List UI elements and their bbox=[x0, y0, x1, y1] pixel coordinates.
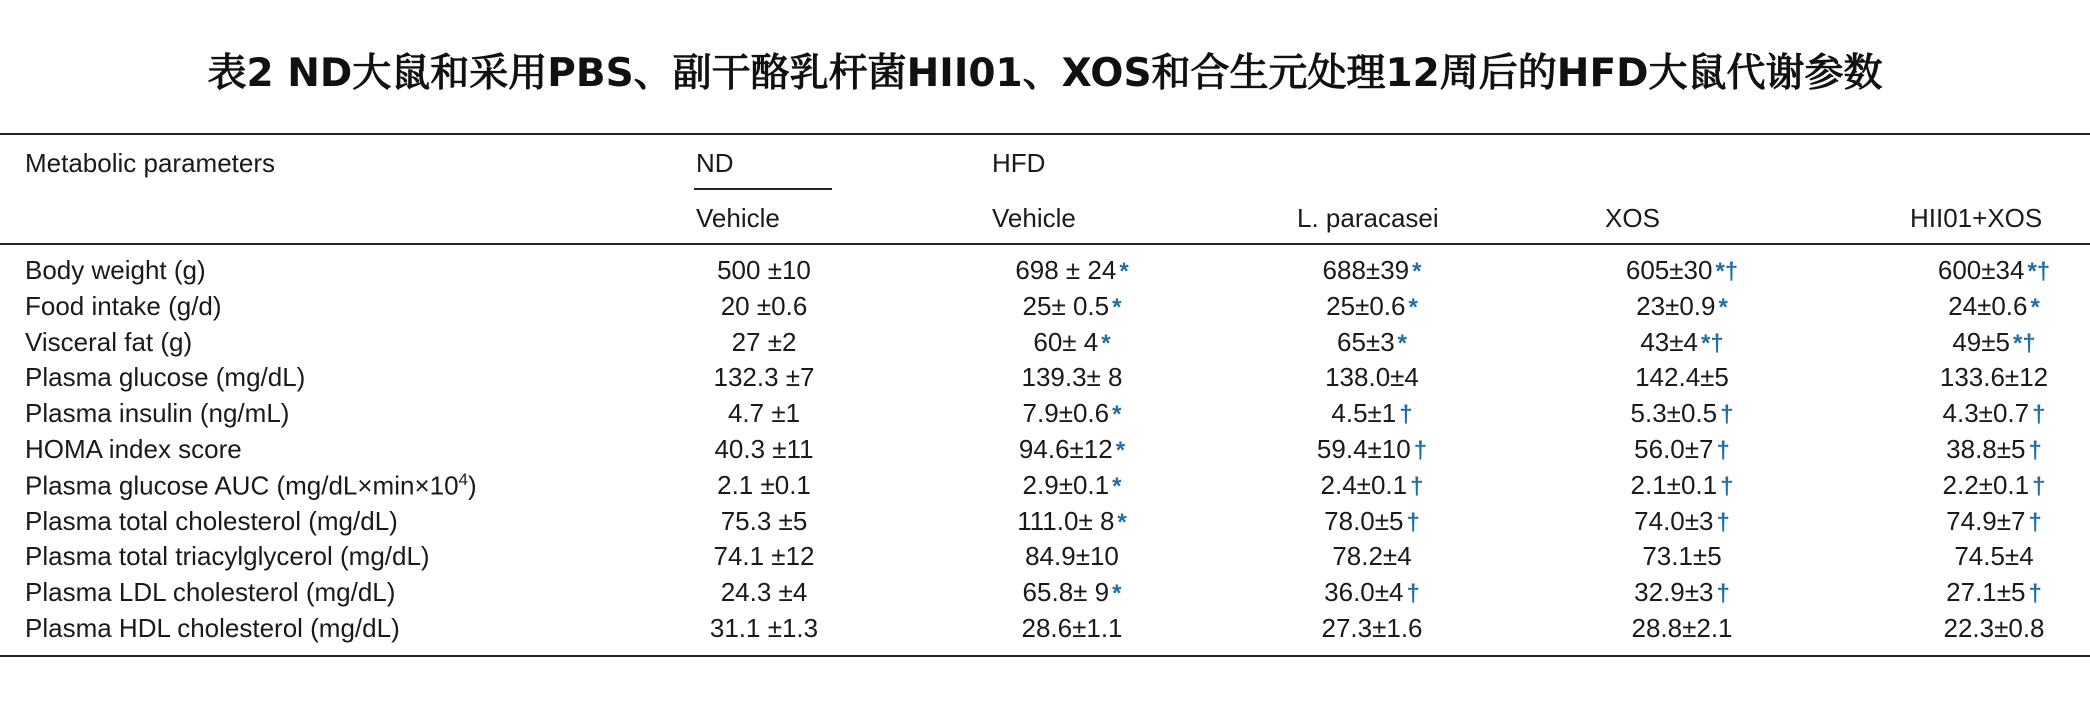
table-cell: 78.2±4 bbox=[1332, 541, 1412, 572]
table-header-rule bbox=[0, 243, 2090, 245]
table-cell: 605±30 *† bbox=[1625, 255, 1739, 285]
significance-marker: † bbox=[1716, 580, 1730, 608]
table-cell: 49±5 *† bbox=[1952, 326, 2036, 357]
table-cell: 32.9±3 † bbox=[1634, 577, 1730, 608]
table-cell: 500 ±10 bbox=[717, 255, 811, 285]
significance-marker: † bbox=[1410, 472, 1424, 500]
table-title: 表2 ND大鼠和采用PBS、副干酪乳杆菌HII01、XOS和合生元处理12周后的HFD大鼠代谢参数 bbox=[207, 51, 1883, 96]
row-label: Visceral fat (g) bbox=[25, 326, 193, 357]
table-row bbox=[0, 362, 2090, 398]
table-cell: 60± 4 * bbox=[1033, 326, 1111, 357]
significance-marker: † bbox=[1716, 508, 1730, 536]
row-label: Plasma glucose (mg/dL) bbox=[25, 362, 306, 393]
significance-marker: † bbox=[2028, 437, 2042, 464]
table-cell: 74.1 ±12 bbox=[713, 541, 815, 572]
table-cell: 600±34 *† bbox=[1937, 255, 2051, 285]
table-cell: 28.8±2.1 bbox=[1631, 613, 1733, 643]
table-cell: 27.3±1.6 bbox=[1321, 613, 1423, 643]
table-cell: 73.1±5 bbox=[1642, 541, 1722, 572]
table-cell: 138.0±4 bbox=[1325, 362, 1419, 393]
significance-marker: *† bbox=[2012, 329, 2036, 357]
table-row bbox=[0, 398, 2090, 434]
significance-marker: * bbox=[1112, 472, 1122, 500]
significance-marker: * bbox=[1397, 329, 1407, 357]
table-row bbox=[0, 470, 2090, 506]
table-cell: 38.8±5 † bbox=[1946, 434, 2042, 464]
significance-marker: † bbox=[1720, 401, 1734, 429]
table-cell: 56.0±7 † bbox=[1634, 434, 1730, 464]
significance-marker: † bbox=[1720, 472, 1734, 500]
table-row bbox=[0, 327, 2090, 363]
table-cell: 75.3 ±5 bbox=[720, 505, 808, 536]
header-col-hii01-xos: HII01+XOS bbox=[1910, 203, 2043, 233]
table-cell: 4.5±1 † bbox=[1331, 398, 1413, 429]
significance-marker: * bbox=[1112, 293, 1122, 321]
significance-marker: * bbox=[1408, 293, 1418, 321]
table-cell: 2.2±0.1 † bbox=[1942, 469, 2046, 500]
significance-marker: *† bbox=[1700, 329, 1724, 357]
table-cell: 20 ±0.6 bbox=[720, 290, 808, 321]
table-cell: 74.5±4 bbox=[1954, 541, 2034, 572]
significance-marker: † bbox=[1399, 401, 1413, 429]
significance-marker: † bbox=[1406, 580, 1420, 608]
significance-marker: * bbox=[1718, 293, 1728, 321]
table-cell: 59.4±10 † bbox=[1316, 434, 1428, 464]
table-cell: 27 ±2 bbox=[731, 326, 797, 357]
header-metabolic-parameters: Metabolic parameters bbox=[25, 148, 275, 178]
row-label: Plasma total cholesterol (mg/dL) bbox=[25, 505, 398, 536]
table-cell: 31.1 ±1.3 bbox=[709, 613, 819, 643]
nd-group-underline bbox=[694, 188, 832, 190]
significance-marker: † bbox=[1406, 508, 1420, 536]
table-cell: 4.3±0.7 † bbox=[1942, 398, 2046, 429]
header-col-hfd-vehicle: Vehicle bbox=[992, 203, 1076, 233]
table-cell: 74.9±7 † bbox=[1946, 505, 2042, 536]
table-cell: 111.0± 8 * bbox=[1017, 505, 1127, 536]
significance-marker: † bbox=[2032, 401, 2046, 429]
significance-marker: * bbox=[1112, 401, 1122, 429]
table-bottom-rule bbox=[0, 655, 2090, 657]
table-cell: 36.0±4 † bbox=[1324, 577, 1420, 608]
significance-marker: † bbox=[2032, 472, 2046, 500]
table-cell: 24±0.6 * bbox=[1948, 290, 2040, 321]
row-label: Food intake (g/d) bbox=[25, 290, 222, 321]
table-cell: 688±39 * bbox=[1322, 255, 1422, 285]
table-cell: 2.4±0.1 † bbox=[1320, 469, 1424, 500]
row-label: Plasma LDL cholesterol (mg/dL) bbox=[25, 577, 396, 608]
table-row bbox=[0, 613, 2090, 649]
header-group-nd: ND bbox=[696, 148, 734, 178]
table-row bbox=[0, 541, 2090, 577]
row-label: HOMA index score bbox=[25, 434, 242, 464]
significance-marker: *† bbox=[2027, 258, 2051, 285]
significance-marker: † bbox=[1413, 437, 1428, 464]
row-label: Plasma glucose AUC $(mg/dL\times\min\times 10^4)$ bbox=[25, 469, 477, 501]
significance-marker: * bbox=[1101, 329, 1111, 357]
significance-marker: * bbox=[1115, 437, 1126, 464]
header-col-xos: XOS bbox=[1605, 203, 1660, 233]
significance-marker: * bbox=[2030, 293, 2040, 321]
table-cell: 23±0.9 * bbox=[1636, 290, 1728, 321]
significance-marker: * bbox=[1412, 258, 1422, 285]
table-cell: 142.4±5 bbox=[1635, 362, 1729, 393]
significance-marker: † bbox=[2028, 508, 2042, 536]
header-col-l-paracasei: L. paracasei bbox=[1297, 203, 1439, 233]
table-cell: 65.8± 9 * bbox=[1022, 577, 1122, 608]
table-cell: 27.1±5 † bbox=[1946, 577, 2042, 608]
table-cell: 698 ± 24 * bbox=[1015, 255, 1129, 285]
table-cell: 84.9±10 bbox=[1025, 541, 1119, 572]
table-cell: 22.3±0.8 bbox=[1943, 613, 2045, 643]
table-cell: 2.1±0.1 † bbox=[1630, 469, 1734, 500]
header-col-nd-vehicle: Vehicle bbox=[696, 203, 780, 233]
table-row bbox=[0, 577, 2090, 613]
table-cell: 5.3±0.5 † bbox=[1630, 398, 1734, 429]
significance-marker: * bbox=[1112, 580, 1122, 608]
table-cell: 24.3 ±4 bbox=[720, 577, 808, 608]
table-cell: 40.3 ±11 bbox=[714, 434, 814, 464]
row-label: Plasma HDL cholesterol (mg/dL) bbox=[25, 613, 400, 643]
table-cell: 2.9±0.1 * bbox=[1022, 469, 1122, 500]
table-cell: 133.6±12 bbox=[1939, 362, 2049, 393]
table-row bbox=[0, 255, 2090, 291]
table-cell: 78.0±5 † bbox=[1324, 505, 1420, 536]
row-label: Plasma total triacylglycerol (mg/dL) bbox=[25, 541, 430, 572]
table-row bbox=[0, 291, 2090, 327]
table-cell: 2.1 ±0.1 bbox=[717, 469, 811, 500]
table-cell: 74.0±3 † bbox=[1634, 505, 1730, 536]
table-cell: 28.6±1.1 bbox=[1021, 613, 1123, 643]
table-cell: 94.6±12 * bbox=[1018, 434, 1126, 464]
row-label: Body weight (g) bbox=[25, 255, 206, 285]
table-cell: 65±3 * bbox=[1337, 326, 1407, 357]
table-cell: 25±0.6 * bbox=[1326, 290, 1418, 321]
table-row bbox=[0, 506, 2090, 542]
table-cell: 4.7 ±1 bbox=[727, 398, 801, 429]
significance-marker: *† bbox=[1715, 258, 1739, 285]
table-top-rule bbox=[0, 133, 2090, 135]
table-row bbox=[0, 434, 2090, 470]
table-cell: 132.3 ±7 bbox=[713, 362, 815, 393]
significance-marker: † bbox=[2028, 580, 2042, 608]
significance-marker: † bbox=[1716, 437, 1730, 464]
significance-marker: * bbox=[1117, 508, 1127, 536]
table-cell: 139.3± 8 bbox=[1021, 362, 1123, 393]
table-cell: 7.9±0.6 * bbox=[1022, 398, 1122, 429]
header-group-hfd: HFD bbox=[992, 148, 1046, 178]
table-cell: 43±4 *† bbox=[1640, 326, 1724, 357]
row-label: Plasma insulin (ng/mL) bbox=[25, 398, 290, 429]
table-cell: 25± 0.5 * bbox=[1022, 290, 1122, 321]
significance-marker: * bbox=[1119, 258, 1129, 285]
